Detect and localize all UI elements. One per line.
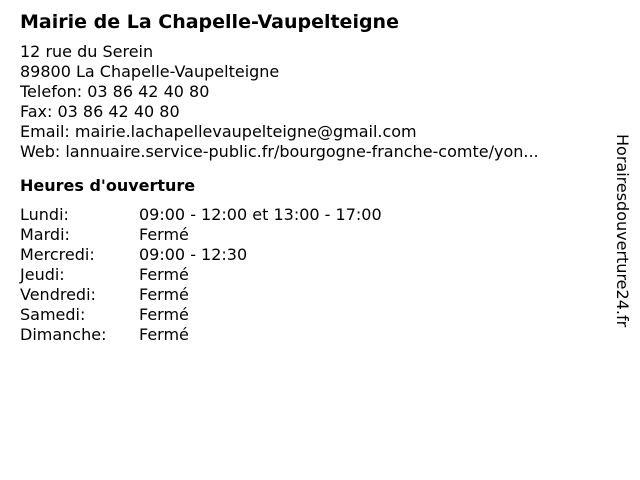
hours-row-mardi — [20, 225, 600, 245]
address-street: 12 rue du Serein — [20, 42, 154, 61]
page-title: Mairie de La Chapelle-Vaupelteigne — [20, 11, 399, 33]
mairie-info-card — [20, 10, 600, 345]
address-city: 89800 La Chapelle-Vaupelteigne — [20, 62, 280, 81]
hours-heading: Heures d'ouverture — [20, 176, 196, 195]
web-line: Web: lannuaire.service-public.fr/bourgogne-franche-comte/yon... — [20, 142, 539, 161]
day-time: Fermé — [139, 325, 189, 344]
day-label: Mardi: — [20, 225, 70, 244]
day-label: Samedi: — [20, 305, 86, 324]
day-time: Fermé — [139, 285, 189, 304]
hours-row-dimanche — [20, 325, 600, 345]
day-label: Mercredi: — [20, 245, 95, 264]
day-time: Fermé — [139, 265, 189, 284]
hours-row-mercredi — [20, 245, 600, 265]
day-label: Jeudi: — [20, 265, 65, 284]
hours-row-lundi — [20, 205, 600, 225]
day-label: Lundi: — [20, 205, 69, 224]
day-time: 09:00 - 12:30 — [139, 245, 248, 264]
hours-row-jeudi — [20, 265, 600, 285]
hours-table — [20, 205, 600, 345]
hours-row-samedi — [20, 305, 600, 325]
hours-row-vendredi — [20, 285, 600, 305]
site-watermark-label: Horairesdouverture24.fr — [613, 134, 632, 328]
day-label: Vendredi: — [20, 285, 96, 304]
phone-line: Telefon: 03 86 42 40 80 — [20, 82, 210, 101]
fax-line: Fax: 03 86 42 40 80 — [20, 102, 180, 121]
email-line: Email: mairie.lachapellevaupelteigne@gmail.com — [20, 122, 417, 141]
day-time: Fermé — [139, 305, 189, 324]
day-label: Dimanche: — [20, 325, 107, 344]
day-time: 09:00 - 12:00 et 13:00 - 17:00 — [139, 205, 382, 224]
day-time: Fermé — [139, 225, 189, 244]
